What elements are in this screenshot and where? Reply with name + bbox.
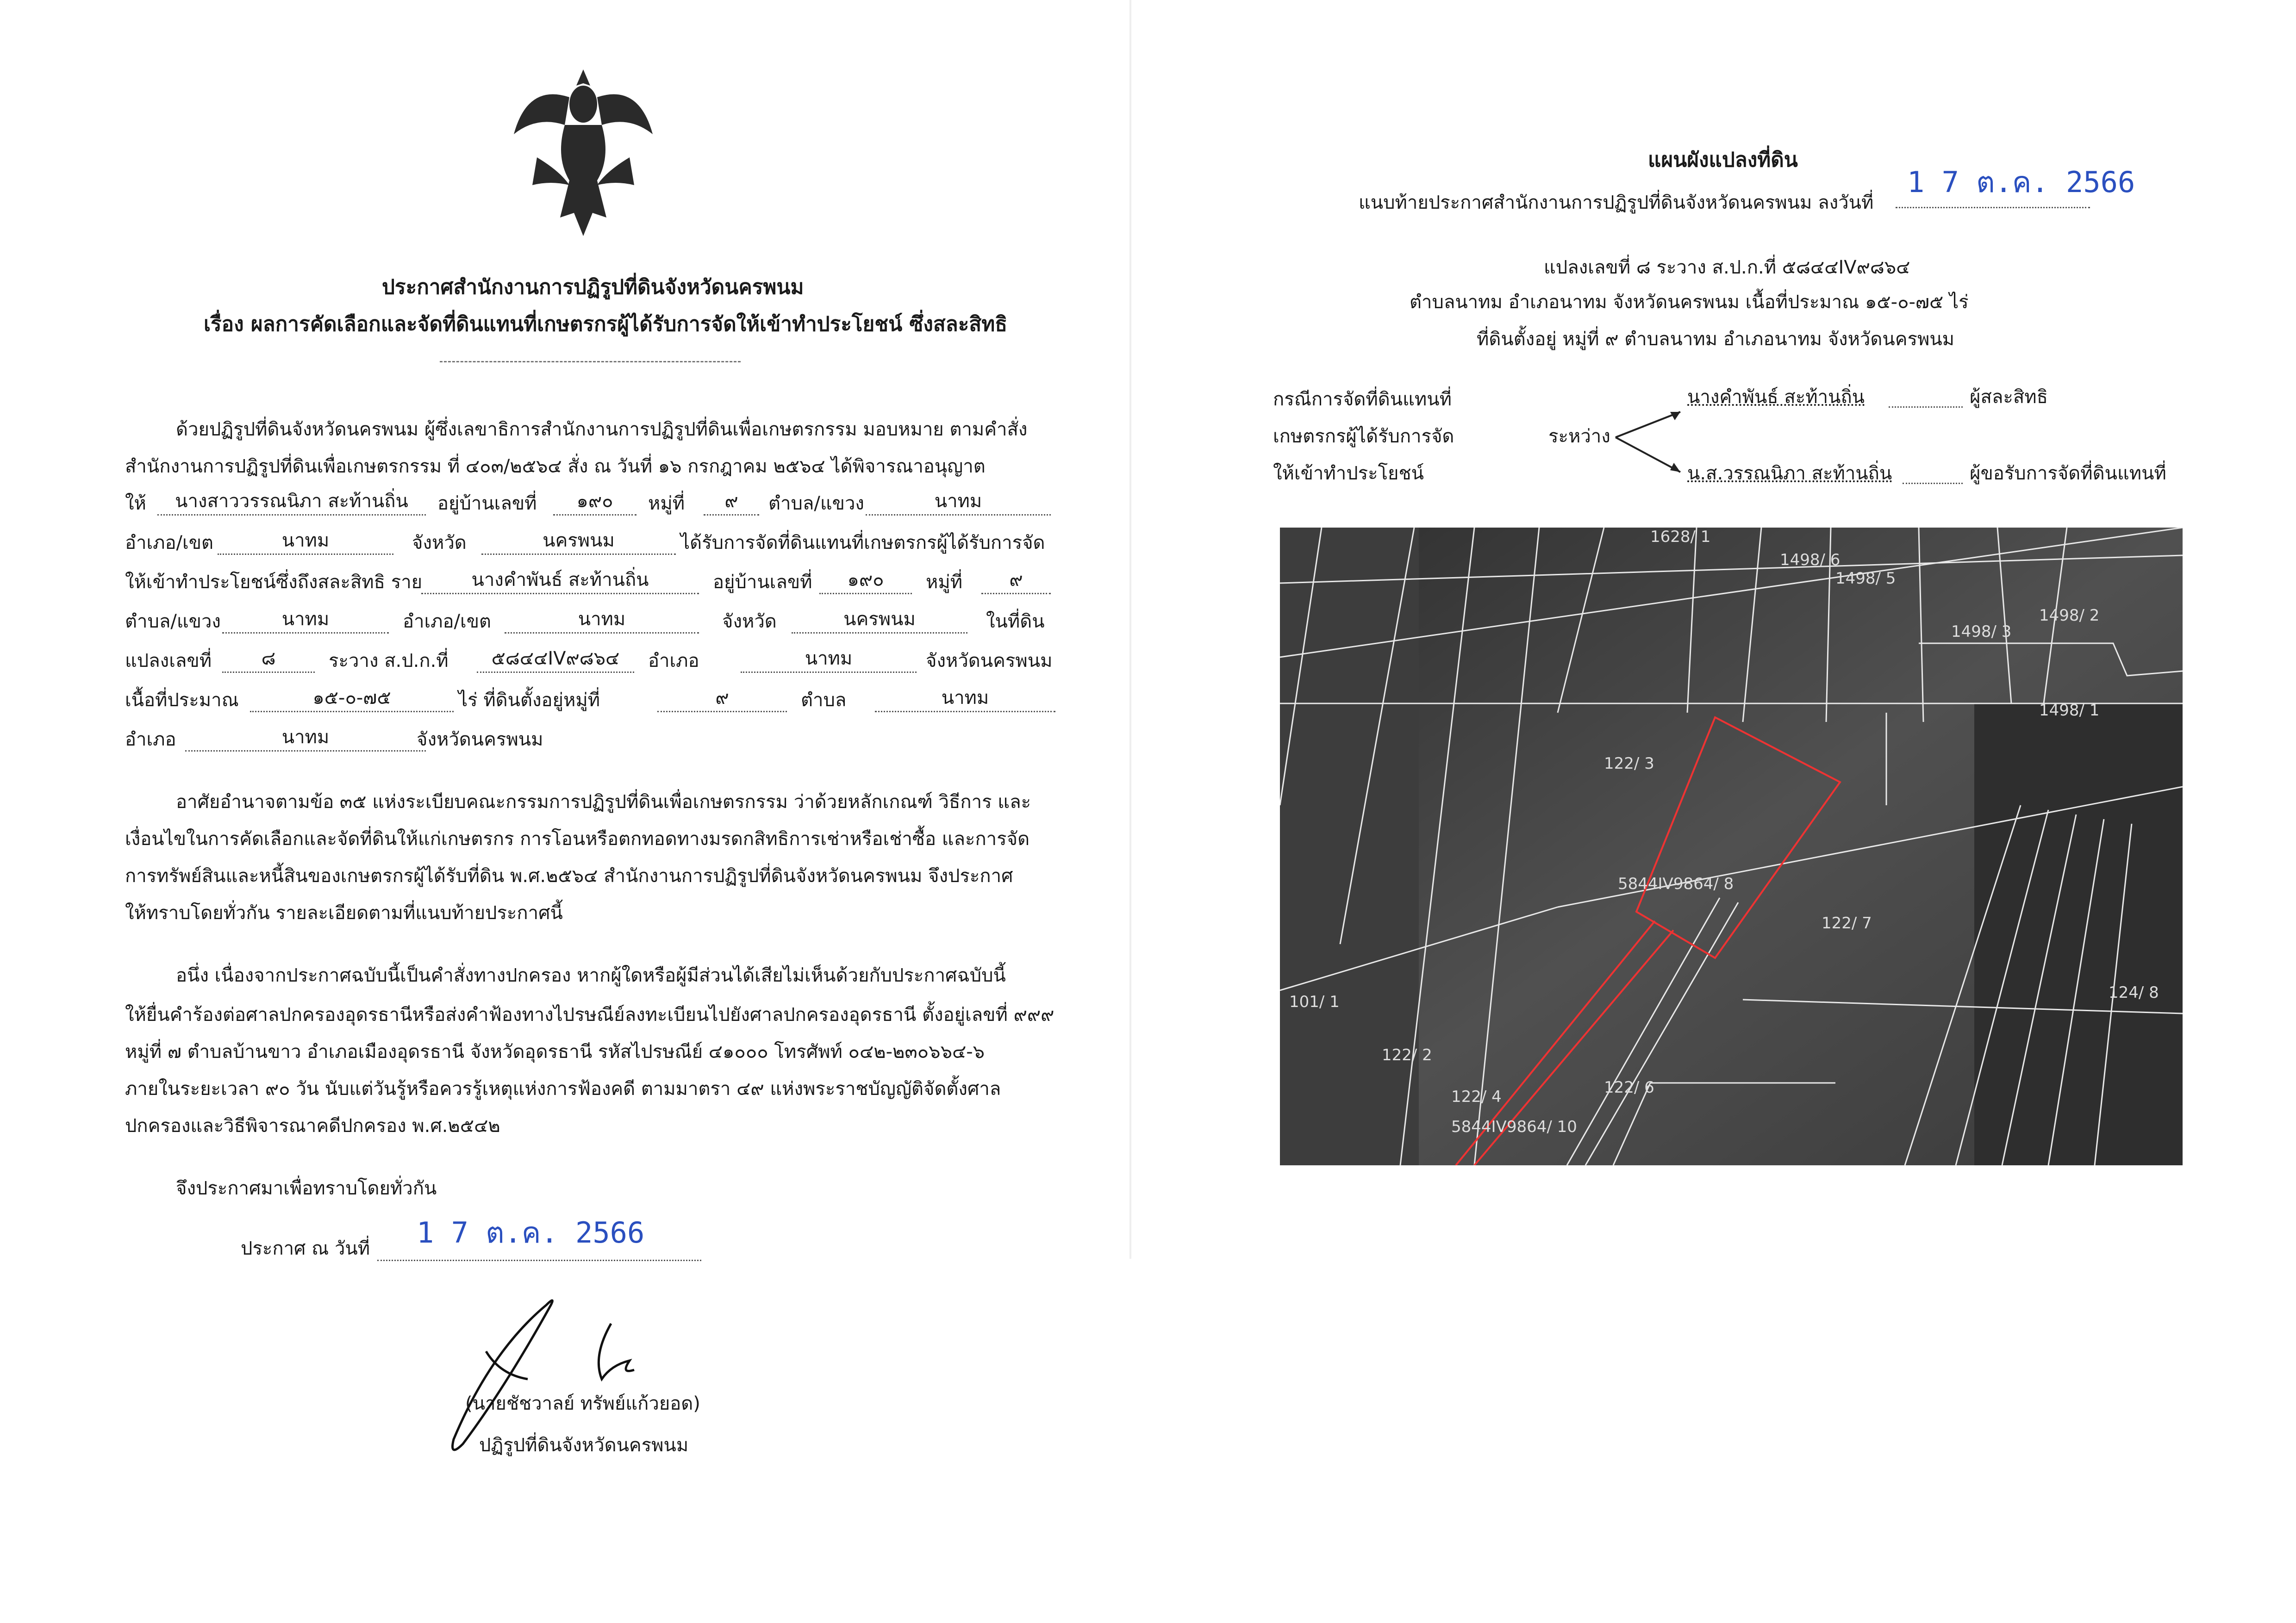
house-no: ๑๙๐ xyxy=(553,488,636,516)
waiver-name: นางคำพันธ์ สะท้านถิ่น xyxy=(1687,386,1865,408)
para1-line2: สำนักงานการปฏิรูปที่ดินเพื่อเกษตรกรรม ที่ ๔๐๓/๒๕๖๔ สั่ง ณ วันที่ ๑๖ กรกฎาคม ๒๕๖๔ ได้พิจารณาอนุญาต xyxy=(125,456,986,477)
situated-line: ที่ดินตั้งอยู่ หมู่ที่ ๙ ตำบลนาทม อำเภอนาทม จังหวัดนครพนม xyxy=(1477,329,1955,350)
form-row-loc-amphoe xyxy=(125,724,1055,761)
label-amphoe4: อำเภอ xyxy=(125,729,176,750)
label-amphoe3: อำเภอ xyxy=(648,650,699,672)
label-entry: ให้เข้าทำประโยชน์ซึ่งถึงสละสิทธิ ราย xyxy=(125,572,423,593)
para1-line1: ด้วยปฏิรูปที่ดินจังหวัดนครพนม ผู้ซึ่งเลขาธิการสำนักงานการปฏิรูปที่ดินเพื่อเกษตรกรรม มอบหมาย ตามคำสั่ง xyxy=(176,419,1028,440)
date-stamp: 1 7 ต.ค. 2566 xyxy=(417,1216,645,1250)
area: ๑๕-๐-๗๕ xyxy=(250,685,454,712)
garuda-emblem xyxy=(509,65,657,241)
signer-title: ปฏิรูปที่ดินจังหวัดนครพนม xyxy=(479,1435,689,1456)
aerial-parcel-map xyxy=(1280,528,2183,1165)
applicant-role: ผู้ขอรับการจัดที่ดินแทนที่ xyxy=(1970,463,2166,484)
map-label-1498-5: 1498/ 5 xyxy=(1835,569,1896,588)
amphoe2: นาทม xyxy=(505,606,699,634)
announcement-subject: เรื่อง ผลการคัดเลือกและจัดที่ดินแทนที่เกษตรกรผู้ได้รับการจัดให้เข้าทำประโยชน์ ซึ่งสละสิทธิ xyxy=(204,312,1008,336)
house-no2: ๑๙๐ xyxy=(819,567,912,594)
attachment-dotted-line xyxy=(1896,207,2090,208)
recipient-name: นางสาววรรณนิภา สะท้านถิ่น xyxy=(157,488,426,516)
label-amphoe: อำเภอ/เขต xyxy=(125,532,214,553)
applicant-dots xyxy=(1903,483,1963,484)
map-title: แผนผังแปลงที่ดิน xyxy=(1648,148,1798,172)
case-line-3: ให้เข้าทำประโยชน์ xyxy=(1273,463,1424,484)
sheet-no: ๕๘๔๔IV๙๘๖๔ xyxy=(477,646,634,673)
map-label-122-4: 122/ 4 xyxy=(1451,1088,1502,1106)
tambon: นาทม xyxy=(866,488,1051,516)
para3-line3: หมู่ที่ ๗ ตำบลบ้านขาว อำเภอเมืองอุดรธานี จังหวัดอุดรธานี รหัสไปรษณีย์ ๔๑๐๐๐ โทรศัพท์ ๐๔๒-๒๓๐๖๖๔-๖ xyxy=(125,1041,985,1063)
label-tambon3: ตำบล xyxy=(801,690,847,711)
label-house-no2: อยู่บ้านเลขที่ xyxy=(713,572,812,593)
label-tambon2: ตำบล/แขวง xyxy=(125,611,221,632)
form-row-area xyxy=(125,685,1055,722)
map-label-5844-10: 5844IV9864/ 10 xyxy=(1451,1118,1577,1136)
para3-line5: ปกครองและวิธีพิจารณาคดีปกครอง พ.ศ.๒๕๔๒ xyxy=(125,1115,500,1137)
label-to: ให้ xyxy=(125,493,146,514)
parcel-line: แปลงเลขที่ ๘ ระวาง ส.ป.ก.ที่ ๕๘๔๔IV๙๘๖๔ xyxy=(1544,257,1910,278)
label-province: จังหวัด xyxy=(412,532,467,553)
label-province-np2: จังหวัดนครพนม xyxy=(417,729,543,750)
map-label-1498-6: 1498/ 6 xyxy=(1780,551,1841,569)
para2-line2: เงื่อนไขในการคัดเลือกและจัดที่ดินให้แก่เกษตรกร การโอนหรือตกทอดทางมรดกสิทธิการเช่าหรือเช่าซื้อ และการจัด xyxy=(125,828,1030,850)
map-label-122-7: 122/ 7 xyxy=(1822,914,1872,933)
map-label-124-8: 124/ 8 xyxy=(2109,983,2159,1002)
label-tambon: ตำบล/แขวง xyxy=(768,493,864,514)
label-received: ได้รับการจัดที่ดินแทนที่เกษตรกรผู้ได้รับการจัด xyxy=(680,532,1045,553)
loc-moo: ๙ xyxy=(657,685,787,712)
case-line-1: กรณีการจัดที่ดินแทนที่ xyxy=(1273,389,1452,410)
map-label-5844-8: 5844IV9864/ 8 xyxy=(1618,875,1734,893)
waiver-role: ผู้สละสิทธิ xyxy=(1970,386,2048,408)
parcel-no: ๘ xyxy=(222,646,315,673)
loc-amphoe: นาทม xyxy=(185,724,426,752)
map-label-122-6: 122/ 6 xyxy=(1604,1078,1654,1097)
label-house-no: อยู่บ้านเลขที่ xyxy=(437,493,537,514)
between-arrows xyxy=(1611,398,1690,481)
form-row-recipient xyxy=(125,488,1055,525)
parcel-amphoe: นาทม xyxy=(741,646,917,673)
map-label-122-2: 122/ 2 xyxy=(1382,1046,1432,1064)
para3-line1: อนึ่ง เนื่องจากประกาศฉบับนี้เป็นคำสั่งทางปกครอง หากผู้ใดหรือผู้มีส่วนได้เสียไม่เห็นด้วยกับประกาศฉบับนี้ xyxy=(176,965,1006,986)
date-label: ประกาศ ณ วันที่ xyxy=(241,1238,370,1259)
map-label-1498-2: 1498/ 2 xyxy=(2039,606,2100,625)
location-line: ตำบลนาทม อำเภอนาทม จังหวัดนครพนม เนื้อที่ประมาณ ๑๕-๐-๗๕ ไร่ xyxy=(1410,292,1969,313)
label-moo2: หมู่ที่ xyxy=(926,572,963,593)
form-row-amphoe xyxy=(125,528,1055,565)
page-divider xyxy=(1129,0,1131,1259)
map-label-1628-1: 1628/ 1 xyxy=(1650,528,1711,546)
para2-line4: ให้ทราบโดยทั่วกัน รายละเอียดตามที่แนบท้ายประกาศนี้ xyxy=(125,902,563,924)
map-label-1498-1: 1498/ 1 xyxy=(2039,701,2100,720)
loc-tambon: นาทม xyxy=(875,685,1055,712)
applicant-name: น.ส.วรรณนิภา สะท้านถิ่น xyxy=(1687,463,1892,484)
form-row-tambon2 xyxy=(125,606,1055,643)
label-sheet: ระวาง ส.ป.ก.ที่ xyxy=(329,650,449,672)
moo: ๙ xyxy=(704,488,759,516)
between-label: ระหว่าง xyxy=(1548,426,1610,447)
announcement-title: ประกาศสำนักงานการปฏิรูปที่ดินจังหวัดนครพนม xyxy=(382,275,804,299)
title-separator xyxy=(440,361,741,362)
label-province2: จังหวัด xyxy=(722,611,777,632)
form-row-original xyxy=(125,567,1055,604)
signer-name: (นายชัชวาลย์ ทรัพย์แก้วยอด) xyxy=(465,1393,700,1414)
para3-line2: ให้ยื่นคำร้องต่อศาลปกครองอุดรธานีหรือส่งคำฟ้องทางไปรษณีย์ลงทะเบียนไปยังศาลปกครองอุดรธานี ตั้งอยู่เลขที่ ๙๙๙ xyxy=(125,1004,1054,1026)
label-province-np: จังหวัดนครพนม xyxy=(926,650,1053,672)
case-line-2: เกษตรกรผู้ได้รับการจัด xyxy=(1273,426,1454,447)
map-label-1498-3: 1498/ 3 xyxy=(1951,622,2012,641)
label-amphoe2: อำเภอ/เขต xyxy=(403,611,492,632)
form-row-parcel xyxy=(125,646,1055,683)
province: นครพนม xyxy=(481,528,676,555)
label-rai-located: ไร่ ที่ดินตั้งอยู่หมู่ที่ xyxy=(458,690,600,711)
label-area: เนื้อที่ประมาณ xyxy=(125,690,239,711)
original-holder: นางคำพันธ์ สะท้านถิ่น xyxy=(421,567,699,594)
label-moo: หมู่ที่ xyxy=(648,493,685,514)
map-date-stamp: 1 7 ต.ค. 2566 xyxy=(1907,165,2135,199)
moo2: ๙ xyxy=(981,567,1051,594)
province2: นครพนม xyxy=(792,606,967,634)
amphoe: นาทม xyxy=(218,528,393,555)
tambon2: นาทม xyxy=(222,606,389,634)
para3-line4: ภายในระยะเวลา ๙๐ วัน นับแต่วันรู้หรือควรรู้เหตุแห่งการฟ้องคดี ตามมาตรา ๔๙ แห่งพระราชบัญญัติจัดตั้งศาล xyxy=(125,1078,1001,1100)
map-label-101-1: 101/ 1 xyxy=(1289,993,1340,1011)
date-dotted-line xyxy=(377,1260,701,1261)
attachment-line: แนบท้ายประกาศสำนักงานการปฏิรูปที่ดินจังหวัดนครพนม ลงวันที่ xyxy=(1359,192,1874,213)
closing-text: จึงประกาศมาเพื่อทราบโดยทั่วกัน xyxy=(176,1178,437,1199)
label-parcel-no: แปลงเลขที่ xyxy=(125,650,212,672)
para2-line3: การทรัพย์สินและหนี้สินของเกษตรกรผู้ได้รับที่ดิน พ.ศ.๒๕๖๔ สำนักงานการปฏิรูปที่ดินจังหวัดนครพนม จึงประกาศ xyxy=(125,865,1013,887)
label-in-land: ในที่ดิน xyxy=(986,611,1045,632)
para2-line1: อาศัยอำนาจตามข้อ ๓๕ แห่งระเบียบคณะกรรมการปฏิรูปที่ดินเพื่อเกษตรกรรม ว่าด้วยหลักเกณฑ์ วิธีการ และ xyxy=(176,791,1031,813)
waiver-dots xyxy=(1889,406,1963,408)
map-label-122-3: 122/ 3 xyxy=(1604,754,1654,773)
